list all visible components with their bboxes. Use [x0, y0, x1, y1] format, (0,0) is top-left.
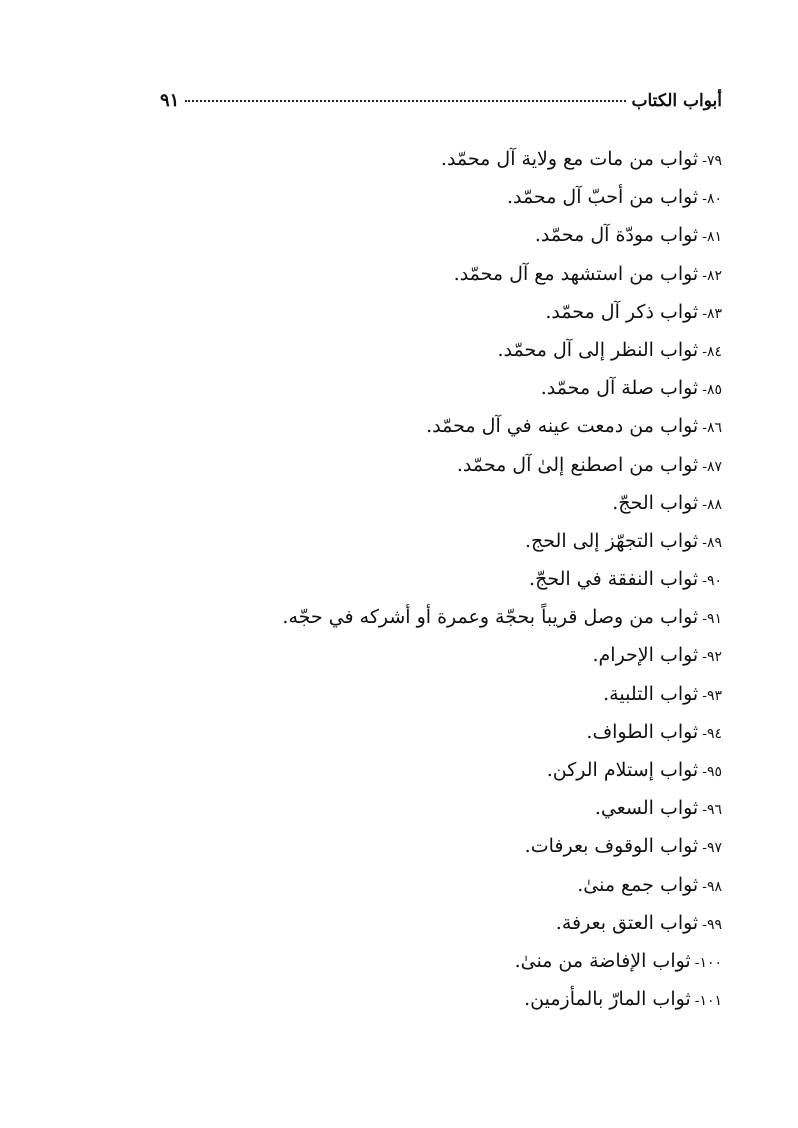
toc-item-number: ٩٩-	[702, 916, 722, 933]
toc-item	[162, 484, 722, 522]
toc-item-number: ٩٢-	[702, 649, 722, 666]
toc-item	[162, 904, 722, 942]
toc-item-number: ٨٨-	[702, 496, 722, 513]
toc-item-title: ثواب من مات مع ولاية آل محمّد.	[440, 148, 699, 170]
toc-item	[162, 216, 722, 254]
toc-item-number: ٩٣-	[702, 687, 722, 704]
toc-item	[162, 713, 722, 751]
toc-item-title: ثواب المارّ بالمأزمين.	[524, 988, 691, 1011]
toc-item-number: ٧٩-	[702, 153, 722, 169]
toc-item-title: ثواب العتق بعرفة.	[555, 911, 699, 934]
toc-item	[162, 178, 722, 216]
toc-item-title: ثواب صلة آل محمّد.	[540, 377, 699, 400]
toc-item-title: ثواب النفقة في الحجّ.	[529, 568, 699, 591]
toc-item	[162, 980, 722, 1018]
toc-item-title: ثواب التجهّز إلى الحج.	[524, 529, 699, 552]
toc-item	[162, 751, 722, 789]
toc-item	[162, 446, 722, 484]
toc-item	[162, 407, 722, 445]
toc-item-number: ٨٦-	[702, 420, 722, 437]
toc-item-number: ٩١-	[702, 611, 722, 628]
toc-item	[162, 942, 722, 980]
toc-item-title: ثواب الحجّ.	[612, 491, 699, 514]
toc-item	[162, 598, 722, 636]
toc-item-title: ثواب مودّة آل محمّد.	[534, 224, 699, 247]
toc-item-number: ٨٠-	[702, 191, 722, 208]
toc-item	[162, 140, 722, 178]
toc-item	[162, 369, 722, 407]
toc-item-number: ٩٠-	[702, 573, 722, 590]
toc-list	[162, 140, 722, 1018]
toc-item-title: ثواب النظر إلى آل محمّد.	[497, 338, 699, 361]
toc-item	[162, 293, 722, 331]
toc-item-number: ٩٤-	[702, 725, 722, 742]
page-number: ٩١	[160, 90, 180, 111]
toc-item-title: ثواب من استشهد مع آل محمّد.	[453, 262, 699, 285]
toc-item-number: ١٠٠-	[694, 954, 722, 971]
toc-item-title: ثواب الطواف.	[586, 720, 699, 743]
toc-item-number: ٨٢-	[702, 267, 722, 284]
toc-item-number: ٨١-	[702, 229, 722, 246]
toc-item-title: ثواب السعي.	[594, 797, 699, 820]
toc-item-title: ثواب إستلام الركن.	[546, 759, 699, 781]
toc-item-title: ثواب الوقوف بعرفات.	[524, 835, 699, 858]
toc-item-number: ٩٦-	[702, 802, 722, 819]
toc-item-title: ثواب الإحرام.	[592, 644, 699, 667]
header-dot-leader	[185, 100, 625, 102]
toc-item-number: ٨٤-	[702, 343, 722, 360]
toc-item-number: ١٠١-	[694, 993, 722, 1010]
toc-item-number: ٨٩-	[702, 534, 722, 551]
toc-item-title: ثواب من وصل قريباً بحجّة وعمرة أو أشركه في حجّه.	[282, 606, 699, 629]
toc-item-title: ثواب ذكر آل محمّد.	[545, 300, 699, 323]
toc-item-title: ثواب من دمعت عينه في آل محمّد.	[426, 415, 699, 438]
header-title: أبواب الكتاب	[631, 91, 722, 111]
toc-item-number: ٨٧-	[702, 458, 722, 475]
toc-item-title: ثواب الإفاضة من منىٰ.	[514, 949, 691, 972]
toc-item	[162, 331, 722, 369]
toc-item-number: ٩٧-	[702, 840, 722, 857]
toc-item	[162, 827, 722, 865]
toc-item	[162, 255, 722, 293]
toc-item-title: ثواب جمع منىٰ.	[577, 873, 699, 896]
toc-item	[162, 522, 722, 560]
toc-item	[162, 560, 722, 598]
running-header	[160, 90, 722, 118]
toc-item-number: ٨٣-	[702, 305, 722, 322]
toc-item	[162, 636, 722, 674]
toc-item-number: ٨٥-	[702, 382, 722, 399]
toc-item	[162, 789, 722, 827]
toc-item-title: ثواب من أحبّ آل محمّد.	[506, 186, 699, 209]
toc-item	[162, 866, 722, 904]
toc-item-number: ٩٨-	[702, 878, 722, 895]
toc-item-number: ٩٥-	[702, 764, 722, 780]
toc-item-title: ثواب التلبية.	[603, 682, 699, 705]
toc-item-title: ثواب من اصطنع إلىٰ آل محمّد.	[456, 453, 699, 476]
toc-item	[162, 675, 722, 713]
